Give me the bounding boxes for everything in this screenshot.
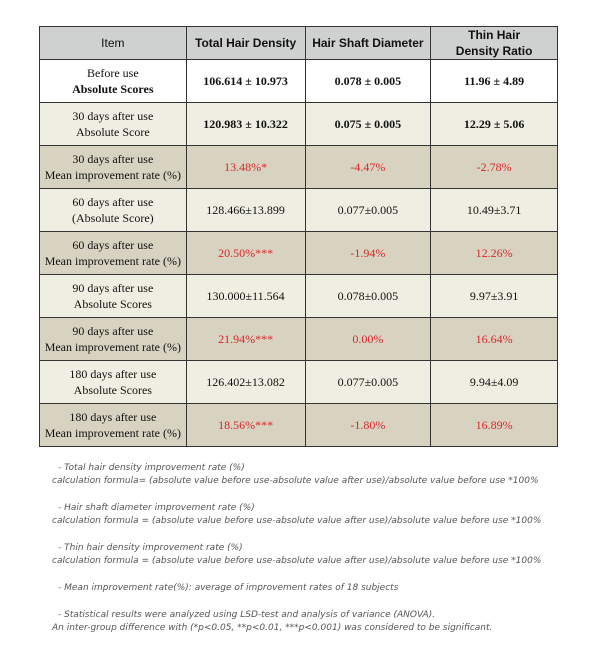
hair-density-results-table bbox=[39, 26, 558, 447]
cell-total: 126.402±13.082 bbox=[186, 361, 305, 404]
footnote-heading bbox=[52, 542, 572, 555]
cell-shaft: 0.00% bbox=[305, 318, 431, 361]
footnote-heading bbox=[52, 502, 572, 515]
table-row-90d-improvement bbox=[40, 318, 558, 361]
footnote-heading-text: Total hair density improvement rate (%) bbox=[64, 463, 245, 473]
row-label-line1: 90 days after use bbox=[72, 324, 154, 338]
cell-shaft: 0.077±0.005 bbox=[305, 361, 431, 404]
table-row-180d-absolute bbox=[40, 361, 558, 404]
cell-total: 18.56%*** bbox=[186, 404, 305, 447]
row-label-line1: 180 days after use bbox=[69, 367, 157, 381]
table-row-before-use bbox=[40, 60, 558, 103]
footnote-heading-text: Thin hair density improvement rate (%) bbox=[64, 543, 243, 553]
footnote-mean-rate bbox=[52, 582, 572, 595]
cell-shaft: 0.077±0.005 bbox=[305, 189, 431, 232]
cell-total: 20.50%*** bbox=[186, 232, 305, 275]
table-row-60d-absolute bbox=[40, 189, 558, 232]
row-label-line1: 30 days after use bbox=[72, 109, 154, 123]
table-row-180d-improvement bbox=[40, 404, 558, 447]
row-label-line1: 60 days after use bbox=[72, 238, 154, 252]
row-label-cell bbox=[40, 146, 187, 189]
footnote-body: calculation formula = (absolute value before use-absolute value after use)/absolute value before use *100% bbox=[52, 556, 542, 566]
row-label-line1: 30 days after use bbox=[72, 152, 154, 166]
row-label-line2: Absolute Scores bbox=[72, 82, 154, 96]
bullet-dash: - bbox=[58, 503, 62, 513]
row-label-cell bbox=[40, 103, 187, 146]
bullet-dash: - bbox=[58, 610, 62, 620]
cell-total: 13.48%* bbox=[186, 146, 305, 189]
row-label-line2: Absolute Score bbox=[76, 125, 150, 139]
table-header-row bbox=[40, 27, 558, 60]
row-label-line2: Mean improvement rate (%) bbox=[44, 340, 181, 354]
footnote-total-density bbox=[52, 462, 572, 488]
cell-total: 130.000±11.564 bbox=[186, 275, 305, 318]
row-label-line1: 180 days after use bbox=[69, 410, 157, 424]
cell-thin: 9.94±4.09 bbox=[431, 361, 558, 404]
table-row-30d-absolute bbox=[40, 103, 558, 146]
footnote-statistics bbox=[52, 609, 572, 635]
footnote-heading-text: Hair shaft diameter improvement rate (%) bbox=[64, 503, 255, 513]
footnote-body: An inter-group difference with (*p<0.05, **p<0.01, ***p<0.001) was considered to be significant. bbox=[52, 623, 493, 633]
row-label-cell bbox=[40, 275, 187, 318]
cell-shaft: 0.075 ± 0.005 bbox=[305, 103, 431, 146]
row-label-cell bbox=[40, 232, 187, 275]
header-total-hair-density: Total Hair Density bbox=[186, 27, 305, 60]
footnote-heading bbox=[52, 609, 572, 622]
row-label-line2: (Absolute Score) bbox=[72, 211, 154, 225]
footnote-heading-text: Statistical results were analyzed using LSD-test and analysis of variance (ANOVA). bbox=[64, 610, 436, 620]
cell-total: 120.983 ± 10.322 bbox=[186, 103, 305, 146]
header-item: Item bbox=[40, 27, 187, 60]
row-label-line1: 60 days after use bbox=[72, 195, 154, 209]
header-thin-line2: Density Ratio bbox=[455, 44, 533, 58]
footnote-heading-text: Mean improvement rate(%): average of improvement rates of 18 subjects bbox=[64, 583, 399, 593]
cell-thin: 10.49±3.71 bbox=[431, 189, 558, 232]
row-label-line2: Mean improvement rate (%) bbox=[44, 426, 181, 440]
cell-thin: 16.89% bbox=[431, 404, 558, 447]
footnotes bbox=[52, 462, 572, 649]
cell-total: 106.614 ± 10.973 bbox=[186, 60, 305, 103]
footnote-heading bbox=[52, 582, 572, 595]
footnote-heading bbox=[52, 462, 572, 475]
cell-total: 21.94%*** bbox=[186, 318, 305, 361]
row-label-cell bbox=[40, 318, 187, 361]
cell-shaft: -1.80% bbox=[305, 404, 431, 447]
cell-thin: -2.78% bbox=[431, 146, 558, 189]
row-label-line2: Mean improvement rate (%) bbox=[44, 168, 181, 182]
header-hair-shaft-diameter: Hair Shaft Diameter bbox=[305, 27, 431, 60]
cell-thin: 12.26% bbox=[431, 232, 558, 275]
header-thin-hair-density-ratio bbox=[431, 27, 558, 60]
bullet-dash: - bbox=[58, 583, 62, 593]
table-row-90d-absolute bbox=[40, 275, 558, 318]
cell-shaft: -1.94% bbox=[305, 232, 431, 275]
cell-shaft: -4.47% bbox=[305, 146, 431, 189]
row-label-cell bbox=[40, 60, 187, 103]
footnote-body: calculation formula= (absolute value before use-absolute value after use)/absolute value before use *100% bbox=[52, 476, 539, 486]
cell-thin: 12.29 ± 5.06 bbox=[431, 103, 558, 146]
footnote-body: calculation formula = (absolute value before use-absolute value after use)/absolute value before use *100% bbox=[52, 516, 542, 526]
cell-thin: 16.64% bbox=[431, 318, 558, 361]
row-label-line1: Before use bbox=[87, 66, 139, 80]
footnote-shaft-diameter bbox=[52, 502, 572, 528]
row-label-line1: 90 days after use bbox=[72, 281, 154, 295]
cell-total: 128.466±13.899 bbox=[186, 189, 305, 232]
row-label-line2: Absolute Scores bbox=[73, 297, 152, 311]
row-label-cell bbox=[40, 361, 187, 404]
cell-shaft: 0.078±0.005 bbox=[305, 275, 431, 318]
table-row-60d-improvement bbox=[40, 232, 558, 275]
table-row-30d-improvement bbox=[40, 146, 558, 189]
cell-shaft: 0.078 ± 0.005 bbox=[305, 60, 431, 103]
row-label-cell bbox=[40, 189, 187, 232]
row-label-cell bbox=[40, 404, 187, 447]
row-label-line2: Mean improvement rate (%) bbox=[44, 254, 181, 268]
row-label-line2: Absolute Scores bbox=[73, 383, 152, 397]
cell-thin: 9.97±3.91 bbox=[431, 275, 558, 318]
footnote-thin-density bbox=[52, 542, 572, 568]
bullet-dash: - bbox=[58, 463, 62, 473]
bullet-dash: - bbox=[58, 543, 62, 553]
cell-thin: 11.96 ± 4.89 bbox=[431, 60, 558, 103]
header-thin-line1: Thin Hair bbox=[468, 28, 521, 42]
